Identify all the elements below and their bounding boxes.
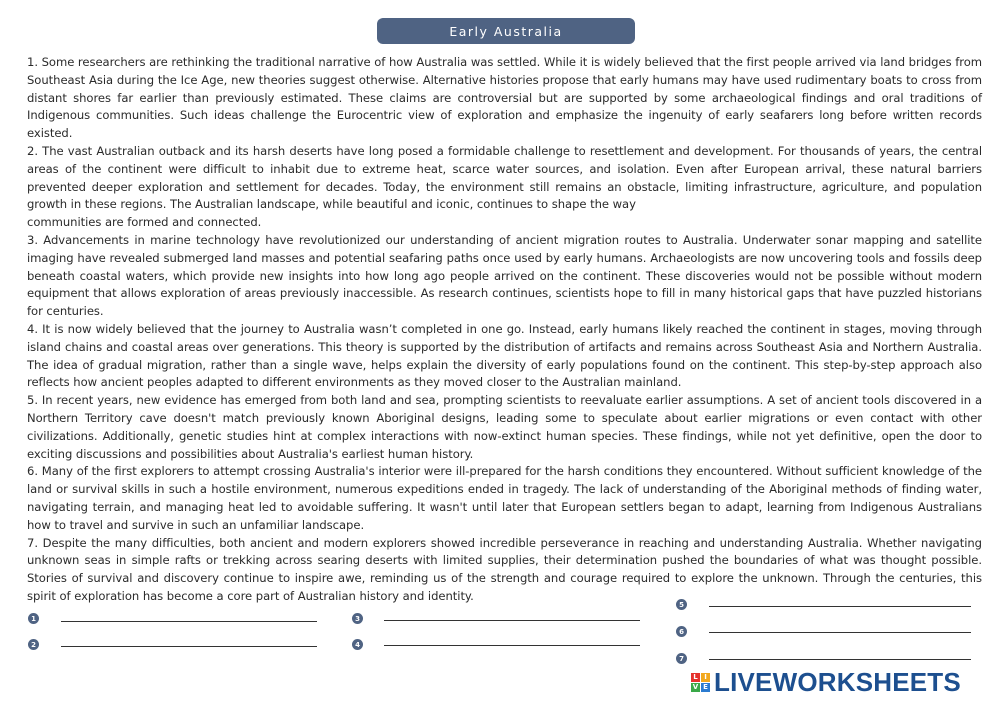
page-title-text: Early Australia <box>449 23 563 39</box>
logo-tile: V <box>692 683 699 691</box>
answer-number-badge: 7 <box>676 653 687 664</box>
answer-input-7[interactable] <box>709 659 971 660</box>
answer-input-1[interactable] <box>61 621 317 622</box>
answer-number-badge: 3 <box>352 613 363 624</box>
paragraph-5: 5. In recent years, new evidence has emerged from both land and sea, prompting scientists to reevaluate earlier assumptions. A set of ancient tools discovered in a Northern Territory cave doesn't match previously known Aboriginal designs, leading some to speculate about earlier migrations or even contact with other civilizations. Additionally, genetic studies hint at complex interactions with now-extinct human species. These findings, while not yet definitive, open the door to exciting discussions and possibilities about Australia's earliest human history. <box>27 393 982 461</box>
paragraph-2: 2. The vast Australian outback and its harsh deserts have long posed a formidable challenge to resettlement and development. For thousands of years, the central areas of the continent were difficult to inhabit due to extreme heat, scarce water sources, and isolation. Even after European arrival, these natural barriers prevented deeper exploration and settlement for decades. Today, the environment still remains an obstacle, limiting infrastructure, agriculture, and population growth in these regions. The Australian landscape, while beautiful and iconic, continues to shape the way <box>27 143 982 212</box>
paragraph-1: 1. Some researchers are rethinking the traditional narrative of how Australia was settled. While it is widely believed that the first people arrived via land bridges from Southeast Asia during the Ice Age, new theories suggest otherwise. Alternative histories propose that early humans may have used rudimentary boats to cross from distant shores far earlier than previously estimated. These claims are controversial but are supported by some archaeological findings and oral traditions of Indigenous communities. Such ideas challenge the Eurocentric view of exploration and emphasize the ingenuity of early seafarers long before written records existed. <box>27 55 982 141</box>
answer-row-3 <box>352 613 363 624</box>
answer-number-badge: 1 <box>28 613 39 624</box>
logo-tiles-icon <box>691 673 710 692</box>
answer-number-badge: 2 <box>28 639 39 650</box>
paragraph-7: 7. Despite the many difficulties, both ancient and modern explorers showed incredible perseverance in reaching and understanding Australia. Whether navigating unknown seas in simple rafts or trekking across searing deserts with limited supplies, their determination pushed the boundaries of what was thought possible. Stories of survival and discovery continue to inspire awe, reminding us of the strength and courage required to explore the unknown. Through the centuries, this spirit of exploration has become a core part of Australian history and identity. <box>27 535 982 603</box>
answer-row-1 <box>28 613 39 624</box>
answer-number-badge: 6 <box>676 626 687 637</box>
reading-text <box>27 54 982 606</box>
answer-input-2[interactable] <box>61 646 317 647</box>
answer-row-6 <box>676 626 687 637</box>
answer-row-7 <box>676 653 687 664</box>
answer-input-5[interactable] <box>709 606 971 607</box>
answer-input-4[interactable] <box>384 645 640 646</box>
answer-row-5 <box>676 599 687 610</box>
logo-wordmark: LIVEWORKSHEETS <box>714 666 961 697</box>
logo-tile: E <box>701 683 710 692</box>
paragraph-4: 4. It is now widely believed that the journey to Australia wasn’t completed in one go. Instead, early humans likely reached the continent in stages, moving through island chains and coastal areas over generations. This theory is supported by the distribution of artifacts and remains across Southeast Asia and Northern Australia. The idea of gradual migration, rather than a single wave, helps explain the diversity of early populations found on the continent. This step-by-step approach also reflects how ancient peoples adapted to different environments as they moved closer to the Australian mainland. <box>27 321 982 390</box>
paragraph-3: 3. Advancements in marine technology have revolutionized our understanding of ancient migration routes to Australia. Underwater sonar mapping and satellite imaging have revealed submerged land masses and potential seafaring paths once used by early humans. Archaeologists are now uncovering tools and fossils deep beneath coastal waters, which provide new insights into how long ago people arrived on the continent. These discoveries would not be possible without modern equipment that allows exploration of areas previously inaccessible. As research continues, scientists hope to fill in many historical gaps that have puzzled historians for centuries. <box>27 232 982 319</box>
answer-number-badge: 4 <box>352 639 363 650</box>
page-title <box>377 18 635 44</box>
logo-tile: L <box>691 673 700 682</box>
paragraph-2-continued: communities are formed and connected. <box>27 215 262 230</box>
answer-input-6[interactable] <box>709 632 971 633</box>
answer-number-badge: 5 <box>676 599 687 610</box>
liveworksheets-logo <box>691 667 961 697</box>
logo-tile: I <box>701 673 710 682</box>
answer-row-4 <box>352 639 363 650</box>
answer-row-2 <box>28 639 39 650</box>
paragraph-6: 6. Many of the first explorers to attempt crossing Australia's interior were ill-prepared for the harsh conditions they encountered. Without sufficient knowledge of the land or survival skills in such a hostile environment, numerous expeditions ended in tragedy. The lack of understanding of the Aboriginal methods of finding water, navigating terrain, and managing heat led to avoidable suffering. It wasn't until later that European settlers began to adapt, learning from Indigenous Australians how to travel and survive in such an unfamiliar landscape. <box>27 464 982 532</box>
answer-input-3[interactable] <box>384 620 640 621</box>
